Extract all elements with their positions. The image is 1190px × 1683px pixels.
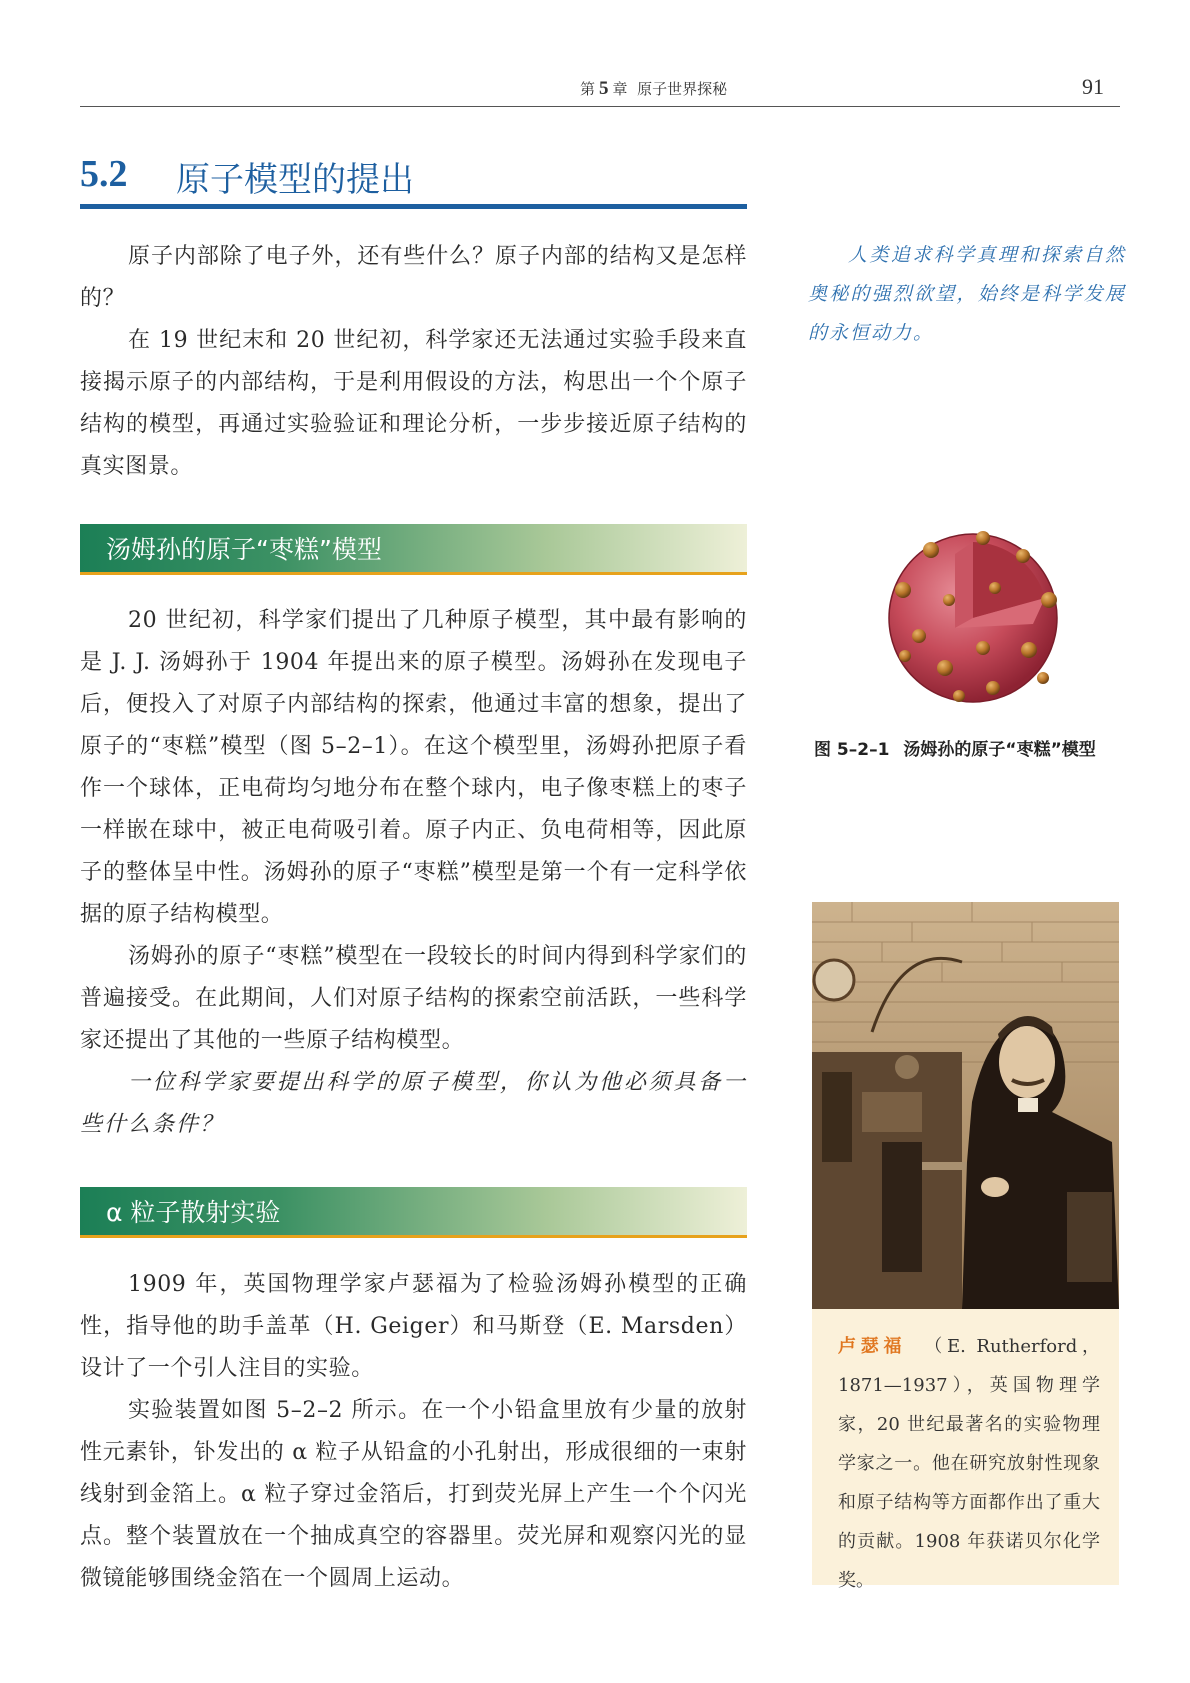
alpha-scattering-text <box>80 1264 747 1600</box>
body-paragraph: 1909 年，英国物理学家卢瑟福为了检验汤姆孙模型的正确性，指导他的助手盖革（H. Geiger）和马斯登（E. Marsden）设计了一个引人注目的实验。 <box>80 1272 747 1381</box>
subsection-title: α 粒子散射实验 <box>106 1198 281 1227</box>
margin-note <box>808 236 1126 353</box>
rutherford-photo <box>812 902 1119 1309</box>
page-number: 91 <box>1082 74 1104 99</box>
page-header <box>80 72 1120 107</box>
body-paragraph: 实验装置如图 5–2–2 所示。在一个小铅盒里放有少量的放射性元素钋，钋发出的 α 粒子从铅盒的小孔射出，形成很细的一束射线射到金箔上。α 粒子穿过金箔后，打到荧光屏上产生一个个闪光点。整个装置放在一个抽成真空的容器里。荧光屏和观察闪光的显微镜能够围绕金箔在一个圆周上运动。 <box>80 1398 747 1591</box>
figure-caption <box>814 728 1126 772</box>
discussion-question: 一位科学家要提出科学的原子模型，你认为他必须具备一些什么条件？ <box>80 1070 747 1137</box>
body-paragraph: 汤姆孙的原子“枣糕”模型在一段较长的时间内得到科学家们的普遍接受。在此期间，人们对原子结构的探索空前活跃，一些科学家还提出了其他的一些原子结构模型。 <box>80 944 747 1053</box>
margin-note-text: 人类追求科学真理和探索自然奥秘的强烈欲望，始终是科学发展的永恒动力。 <box>808 244 1126 344</box>
intro-paragraph: 原子内部除了电子外，还有些什么？原子内部的结构又是怎样的？ <box>80 244 747 311</box>
thomson-text <box>80 600 747 1146</box>
chapter-number: 5 <box>599 78 609 99</box>
figure-label: 图 5–2–1 <box>814 740 890 760</box>
figure-caption-text: 汤姆孙的原子“枣糕”模型 <box>903 740 1096 760</box>
chapter-prefix: 第 <box>580 80 596 98</box>
plum-pudding-model-figure <box>883 528 1063 708</box>
chapter-title: 原子世界探秘 <box>637 80 728 98</box>
intro-text <box>80 236 747 488</box>
chapter-suffix: 章 <box>612 80 628 98</box>
rutherford-bio-box <box>812 1309 1119 1591</box>
section-number: 5.2 <box>80 153 128 195</box>
subsection-heading-alpha <box>80 1187 747 1238</box>
bio-name: 卢瑟福 <box>838 1336 907 1357</box>
chapter-heading <box>580 78 727 100</box>
subsection-heading-thomson <box>80 524 747 575</box>
bio-text: （E. Rutherford，1871—1937），英国物理学家，20 世纪最著名的实验物理学家之一。他在研究放射性现象和原子结构等方面都作出了重大的贡献。1908 年获诺贝尔化学奖。 <box>838 1336 1100 1591</box>
body-paragraph: 20 世纪初，科学家们提出了几种原子模型，其中最有影响的是 J. J. 汤姆孙于 1904 年提出来的原子模型。汤姆孙在发现电子后，便投入了对原子内部结构的探索，他通过丰富的想象，提出了原子的“枣糕”模型（图 5–2–1）。在这个模型里，汤姆孙把原子看作一个球体，正电荷均匀地分布在整个球内，电子像枣糕上的枣子一样嵌在球中，被正电荷吸引着。原子内正、负电荷相等，因此原子的整体呈中性。汤姆孙的原子“枣糕”模型是第一个有一定科学依据的原子结构模型。 <box>80 608 747 927</box>
subsection-title: 汤姆孙的原子“枣糕”模型 <box>106 535 382 564</box>
intro-paragraph: 在 19 世纪末和 20 世纪初，科学家还无法通过实验手段来直接揭示原子的内部结构，于是利用假设的方法，构思出一个个原子结构的模型，再通过实验验证和理论分析，一步步接近原子结构的真实图景。 <box>80 328 747 479</box>
section-title: 原子模型的提出 <box>176 160 414 200</box>
section-heading <box>80 150 747 209</box>
